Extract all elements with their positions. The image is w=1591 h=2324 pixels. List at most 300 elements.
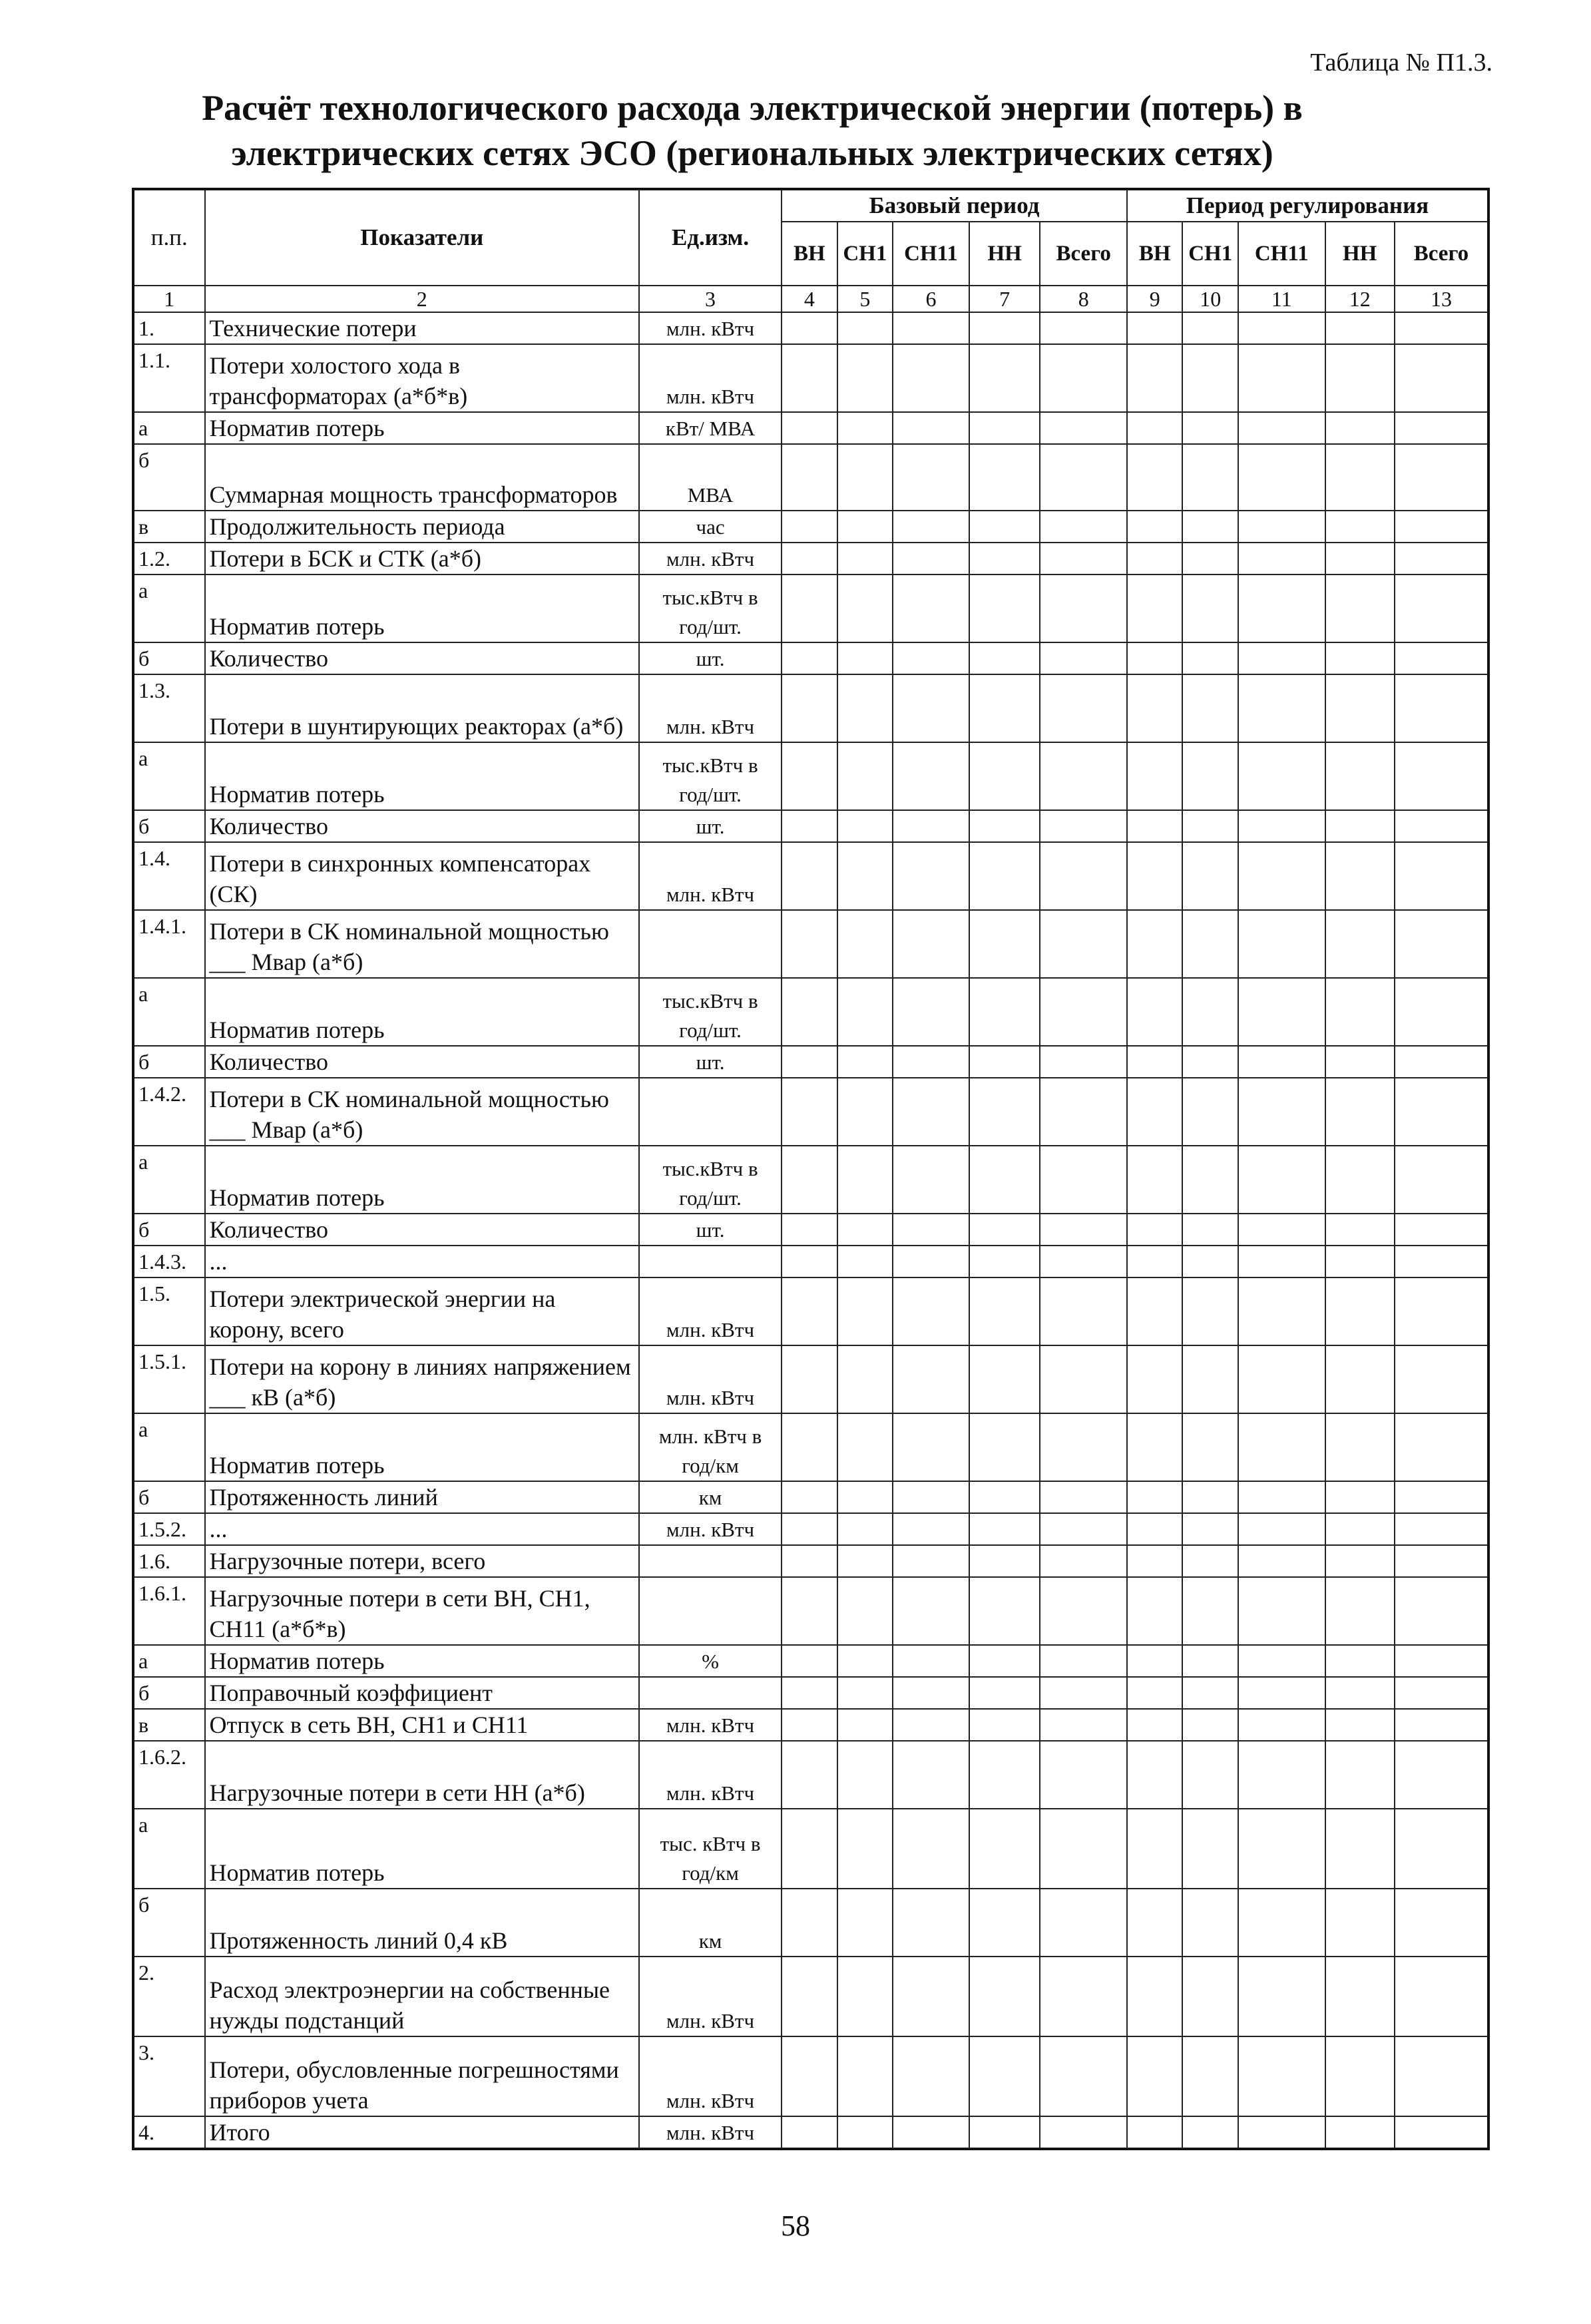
value-cell	[837, 444, 893, 511]
value-cell	[837, 978, 893, 1046]
value-cell	[782, 1645, 837, 1677]
sub-total: Всего	[1040, 222, 1127, 286]
row-unit: км	[639, 1889, 782, 1957]
value-cell	[1325, 1481, 1395, 1513]
value-cell	[837, 2116, 893, 2149]
value-cell	[837, 1577, 893, 1645]
value-cell	[1395, 543, 1488, 575]
value-cell	[893, 978, 969, 1046]
value-cell	[1182, 1278, 1238, 1345]
row-indicator: Технические потери	[205, 312, 640, 344]
value-cell	[893, 1278, 969, 1345]
value-cell	[837, 1545, 893, 1577]
row-unit: млн. кВтч	[639, 1513, 782, 1545]
col-number: 6	[893, 286, 969, 312]
value-cell	[1238, 742, 1325, 810]
row-unit	[639, 1577, 782, 1645]
value-cell	[1127, 312, 1183, 344]
value-cell	[893, 1645, 969, 1677]
value-cell	[893, 674, 969, 742]
value-cell	[782, 810, 837, 842]
table-row	[133, 1809, 1488, 1889]
value-cell	[1238, 1345, 1325, 1413]
value-cell	[1040, 1481, 1127, 1513]
value-cell	[1040, 1246, 1127, 1278]
value-cell	[1395, 1413, 1488, 1481]
row-indicator: Нагрузочные потери в сети ВН, СН1, СН11 (а*б*в)	[205, 1577, 640, 1645]
value-cell	[969, 1889, 1040, 1957]
losses-table	[132, 188, 1490, 2150]
value-cell	[1238, 1078, 1325, 1146]
table-row	[133, 642, 1488, 674]
value-cell	[1238, 1957, 1325, 2036]
value-cell	[1395, 1278, 1488, 1345]
value-cell	[1395, 2116, 1488, 2149]
value-cell	[1395, 1741, 1488, 1809]
value-cell	[837, 412, 893, 444]
value-cell	[893, 444, 969, 511]
col-number: 3	[639, 286, 782, 312]
row-indicator: Потери холостого хода в трансформаторах (а*б*в)	[205, 344, 640, 412]
table-row	[133, 575, 1488, 642]
title-line-1: Расчёт технологического расхода электрической энергии (потерь) в	[202, 88, 1303, 128]
value-cell	[1238, 1889, 1325, 1957]
value-cell	[1040, 511, 1127, 543]
value-cell	[1325, 1709, 1395, 1741]
value-cell	[1325, 742, 1395, 810]
row-indicator: Потери на корону в линиях напряжением ___ кВ (а*б)	[205, 1345, 640, 1413]
value-cell	[1182, 810, 1238, 842]
table-row	[133, 1513, 1488, 1545]
value-cell	[1238, 1645, 1325, 1677]
table-row	[133, 1645, 1488, 1677]
col-unit-header: Ед.изм.	[639, 189, 782, 286]
value-cell	[1395, 1545, 1488, 1577]
value-cell	[1238, 978, 1325, 1046]
sub-total: Всего	[1395, 222, 1488, 286]
value-cell	[1127, 978, 1183, 1046]
value-cell	[837, 1677, 893, 1709]
value-cell	[837, 1278, 893, 1345]
value-cell	[893, 1577, 969, 1645]
value-cell	[1040, 1577, 1127, 1645]
value-cell	[893, 1677, 969, 1709]
value-cell	[893, 1146, 969, 1214]
row-number: б	[133, 1046, 205, 1078]
value-cell	[1395, 1214, 1488, 1246]
value-cell	[782, 910, 837, 978]
value-cell	[1127, 543, 1183, 575]
row-number: 1.6.	[133, 1545, 205, 1577]
row-indicator: Потери в СК номинальной мощностью ___ Мвар (а*б)	[205, 910, 640, 978]
reg-period-header: Период регулирования	[1127, 189, 1488, 222]
value-cell	[1395, 344, 1488, 412]
row-indicator: Протяженность линий	[205, 1481, 640, 1513]
value-cell	[1040, 842, 1127, 910]
value-cell	[1325, 1345, 1395, 1413]
table-row	[133, 2116, 1488, 2149]
value-cell	[1395, 2036, 1488, 2116]
table-row	[133, 1741, 1488, 1809]
row-indicator: ...	[205, 1513, 640, 1545]
value-cell	[893, 312, 969, 344]
row-number: 4.	[133, 2116, 205, 2149]
row-unit: тыс.кВтч в год/шт.	[639, 575, 782, 642]
value-cell	[1040, 1046, 1127, 1078]
value-cell	[1127, 1545, 1183, 1577]
sub-sn11: СН11	[1238, 222, 1325, 286]
row-unit: млн. кВтч	[639, 674, 782, 742]
row-number: в	[133, 511, 205, 543]
value-cell	[969, 444, 1040, 511]
value-cell	[1325, 1146, 1395, 1214]
value-cell	[1182, 1078, 1238, 1146]
value-cell	[969, 1246, 1040, 1278]
value-cell	[1325, 1278, 1395, 1345]
row-unit: час	[639, 511, 782, 543]
value-cell	[837, 1957, 893, 2036]
col-number: 9	[1127, 286, 1183, 312]
value-cell	[1395, 1046, 1488, 1078]
row-number: б	[133, 1889, 205, 1957]
value-cell	[837, 742, 893, 810]
value-cell	[1395, 910, 1488, 978]
row-number: а	[133, 412, 205, 444]
sub-nn: НН	[969, 222, 1040, 286]
value-cell	[782, 1677, 837, 1709]
value-cell	[1182, 1741, 1238, 1809]
value-cell	[1127, 910, 1183, 978]
value-cell	[1040, 1809, 1127, 1889]
value-cell	[1395, 1513, 1488, 1545]
value-cell	[782, 1809, 837, 1889]
value-cell	[969, 2116, 1040, 2149]
value-cell	[969, 1078, 1040, 1146]
value-cell	[969, 2036, 1040, 2116]
row-number: в	[133, 1709, 205, 1741]
value-cell	[1395, 511, 1488, 543]
row-indicator: Норматив потерь	[205, 978, 640, 1046]
value-cell	[1040, 1214, 1127, 1246]
table-row	[133, 1278, 1488, 1345]
value-cell	[1040, 2036, 1127, 2116]
value-cell	[893, 511, 969, 543]
value-cell	[1238, 1278, 1325, 1345]
value-cell	[969, 1677, 1040, 1709]
table-row	[133, 312, 1488, 344]
value-cell	[1238, 412, 1325, 444]
row-number: 1.3.	[133, 674, 205, 742]
value-cell	[1040, 642, 1127, 674]
row-indicator: Норматив потерь	[205, 1809, 640, 1889]
table-row	[133, 1413, 1488, 1481]
value-cell	[837, 674, 893, 742]
row-indicator: Отпуск в сеть ВН, СН1 и СН11	[205, 1709, 640, 1741]
header-row-1	[133, 189, 1488, 222]
value-cell	[1395, 1677, 1488, 1709]
value-cell	[969, 978, 1040, 1046]
value-cell	[1238, 312, 1325, 344]
value-cell	[1040, 2116, 1127, 2149]
page-title	[120, 85, 1385, 176]
row-number: 1.6.2.	[133, 1741, 205, 1809]
value-cell	[1325, 1645, 1395, 1677]
value-cell	[893, 910, 969, 978]
value-cell	[1395, 742, 1488, 810]
value-cell	[1325, 1577, 1395, 1645]
value-cell	[1182, 543, 1238, 575]
value-cell	[1182, 1577, 1238, 1645]
value-cell	[837, 1645, 893, 1677]
row-number: 2.	[133, 1957, 205, 2036]
value-cell	[1127, 810, 1183, 842]
value-cell	[1040, 742, 1127, 810]
value-cell	[893, 1741, 969, 1809]
value-cell	[969, 910, 1040, 978]
value-cell	[1127, 1957, 1183, 2036]
value-cell	[837, 1513, 893, 1545]
value-cell	[782, 444, 837, 511]
value-cell	[969, 842, 1040, 910]
value-cell	[1040, 1513, 1127, 1545]
value-cell	[893, 1513, 969, 1545]
value-cell	[1395, 1809, 1488, 1889]
value-cell	[1325, 1513, 1395, 1545]
value-cell	[1395, 1577, 1488, 1645]
value-cell	[1238, 642, 1325, 674]
value-cell	[1040, 1889, 1127, 1957]
value-cell	[1395, 1246, 1488, 1278]
value-cell	[1127, 2036, 1183, 2116]
value-cell	[1127, 1146, 1183, 1214]
row-number: 1.4.3.	[133, 1246, 205, 1278]
value-cell	[1182, 1246, 1238, 1278]
value-cell	[837, 1809, 893, 1889]
row-indicator: Количество	[205, 1046, 640, 1078]
row-indicator: Количество	[205, 1214, 640, 1246]
value-cell	[1395, 1957, 1488, 2036]
value-cell	[1182, 674, 1238, 742]
value-cell	[1040, 1645, 1127, 1677]
table-row	[133, 511, 1488, 543]
row-unit	[639, 1078, 782, 1146]
value-cell	[1127, 444, 1183, 511]
value-cell	[1127, 1413, 1183, 1481]
value-cell	[782, 1545, 837, 1577]
table-row	[133, 1345, 1488, 1413]
value-cell	[969, 810, 1040, 842]
value-cell	[837, 344, 893, 412]
value-cell	[1238, 842, 1325, 910]
table-row	[133, 1577, 1488, 1645]
row-indicator: Расход электроэнергии на собственные нужды подстанций	[205, 1957, 640, 2036]
value-cell	[1238, 1809, 1325, 1889]
value-cell	[1238, 2036, 1325, 2116]
value-cell	[1127, 1214, 1183, 1246]
value-cell	[782, 742, 837, 810]
value-cell	[1040, 1741, 1127, 1809]
value-cell	[1238, 910, 1325, 978]
value-cell	[969, 543, 1040, 575]
value-cell	[837, 1146, 893, 1214]
row-number: а	[133, 1413, 205, 1481]
value-cell	[1040, 312, 1127, 344]
row-number: 1.4.2.	[133, 1078, 205, 1146]
sub-sn1: СН1	[1182, 222, 1238, 286]
value-cell	[969, 1741, 1040, 1809]
value-cell	[1127, 344, 1183, 412]
row-unit	[639, 1677, 782, 1709]
value-cell	[1325, 1246, 1395, 1278]
row-number: а	[133, 1146, 205, 1214]
value-cell	[1325, 978, 1395, 1046]
value-cell	[782, 1709, 837, 1741]
value-cell	[969, 312, 1040, 344]
value-cell	[969, 1345, 1040, 1413]
value-cell	[1325, 1677, 1395, 1709]
value-cell	[969, 1645, 1040, 1677]
row-indicator: Протяженность линий 0,4 кВ	[205, 1889, 640, 1957]
value-cell	[1238, 1413, 1325, 1481]
col-number: 12	[1325, 286, 1395, 312]
value-cell	[1182, 642, 1238, 674]
value-cell	[1182, 412, 1238, 444]
value-cell	[1395, 412, 1488, 444]
row-indicator: Количество	[205, 642, 640, 674]
value-cell	[969, 742, 1040, 810]
value-cell	[1127, 642, 1183, 674]
value-cell	[1182, 742, 1238, 810]
row-unit	[639, 910, 782, 978]
row-unit: млн. кВтч	[639, 1741, 782, 1809]
value-cell	[893, 1345, 969, 1413]
value-cell	[893, 1889, 969, 1957]
row-indicator: Потери в шунтирующих реакторах (а*б)	[205, 674, 640, 742]
value-cell	[1127, 1345, 1183, 1413]
row-indicator: Поправочный коэффициент	[205, 1677, 640, 1709]
table-row	[133, 1709, 1488, 1741]
value-cell	[1127, 1278, 1183, 1345]
row-number: б	[133, 810, 205, 842]
row-unit	[639, 1246, 782, 1278]
base-period-header: Базовый период	[782, 189, 1127, 222]
row-indicator: Потери в СК номинальной мощностью ___ Мвар (а*б)	[205, 1078, 640, 1146]
value-cell	[1182, 842, 1238, 910]
value-cell	[1040, 810, 1127, 842]
value-cell	[893, 742, 969, 810]
col-indicators-header: Показатели	[205, 189, 640, 286]
value-cell	[1395, 1146, 1488, 1214]
value-cell	[1040, 910, 1127, 978]
row-unit: млн. кВтч	[639, 1278, 782, 1345]
value-cell	[1325, 312, 1395, 344]
value-cell	[1127, 842, 1183, 910]
value-cell	[782, 1146, 837, 1214]
value-cell	[1395, 810, 1488, 842]
title-line-2: электрических сетях ЭСО (региональных электрических сетях)	[231, 133, 1273, 173]
value-cell	[1395, 1889, 1488, 1957]
value-cell	[893, 842, 969, 910]
value-cell	[1182, 1046, 1238, 1078]
value-cell	[1040, 1078, 1127, 1146]
value-cell	[969, 1545, 1040, 1577]
value-cell	[969, 1481, 1040, 1513]
table-row	[133, 742, 1488, 810]
sub-vn: ВН	[1127, 222, 1183, 286]
value-cell	[1238, 1146, 1325, 1214]
row-unit	[639, 1545, 782, 1577]
value-cell	[1182, 1214, 1238, 1246]
value-cell	[1238, 543, 1325, 575]
value-cell	[969, 1278, 1040, 1345]
value-cell	[837, 642, 893, 674]
value-cell	[893, 412, 969, 444]
row-indicator: Продолжительность периода	[205, 511, 640, 543]
table-body	[133, 312, 1488, 2149]
value-cell	[837, 1046, 893, 1078]
table-row	[133, 1545, 1488, 1577]
row-number: б	[133, 642, 205, 674]
value-cell	[837, 575, 893, 642]
value-cell	[1040, 1957, 1127, 2036]
table-row	[133, 1078, 1488, 1146]
sub-sn11: СН11	[893, 222, 969, 286]
value-cell	[837, 1709, 893, 1741]
value-cell	[782, 2116, 837, 2149]
value-cell	[1325, 412, 1395, 444]
value-cell	[893, 1413, 969, 1481]
value-cell	[893, 1078, 969, 1146]
value-cell	[1238, 1046, 1325, 1078]
column-numbers-row	[133, 286, 1488, 312]
row-indicator: Нагрузочные потери в сети НН (а*б)	[205, 1741, 640, 1809]
value-cell	[1325, 511, 1395, 543]
table-row	[133, 910, 1488, 978]
col-number: 2	[205, 286, 640, 312]
row-number: 1.6.1.	[133, 1577, 205, 1645]
row-number: б	[133, 1677, 205, 1709]
row-unit: км	[639, 1481, 782, 1513]
value-cell	[837, 1413, 893, 1481]
row-unit: млн. кВтч	[639, 842, 782, 910]
value-cell	[1127, 1809, 1183, 1889]
value-cell	[1127, 412, 1183, 444]
value-cell	[782, 1278, 837, 1345]
value-cell	[837, 810, 893, 842]
col-number: 11	[1238, 286, 1325, 312]
row-number: 1.	[133, 312, 205, 344]
table-row	[133, 1046, 1488, 1078]
value-cell	[1325, 1889, 1395, 1957]
value-cell	[1325, 444, 1395, 511]
value-cell	[969, 642, 1040, 674]
value-cell	[1040, 1413, 1127, 1481]
value-cell	[969, 1577, 1040, 1645]
value-cell	[893, 575, 969, 642]
value-cell	[1238, 444, 1325, 511]
value-cell	[837, 543, 893, 575]
table-row	[133, 344, 1488, 412]
row-indicator: Потери, обусловленные погрешностями приборов учета	[205, 2036, 640, 2116]
value-cell	[782, 312, 837, 344]
value-cell	[893, 344, 969, 412]
value-cell	[1182, 575, 1238, 642]
table-row	[133, 1214, 1488, 1246]
value-cell	[1182, 1513, 1238, 1545]
sub-nn: НН	[1325, 222, 1395, 286]
value-cell	[782, 1513, 837, 1545]
value-cell	[1325, 575, 1395, 642]
